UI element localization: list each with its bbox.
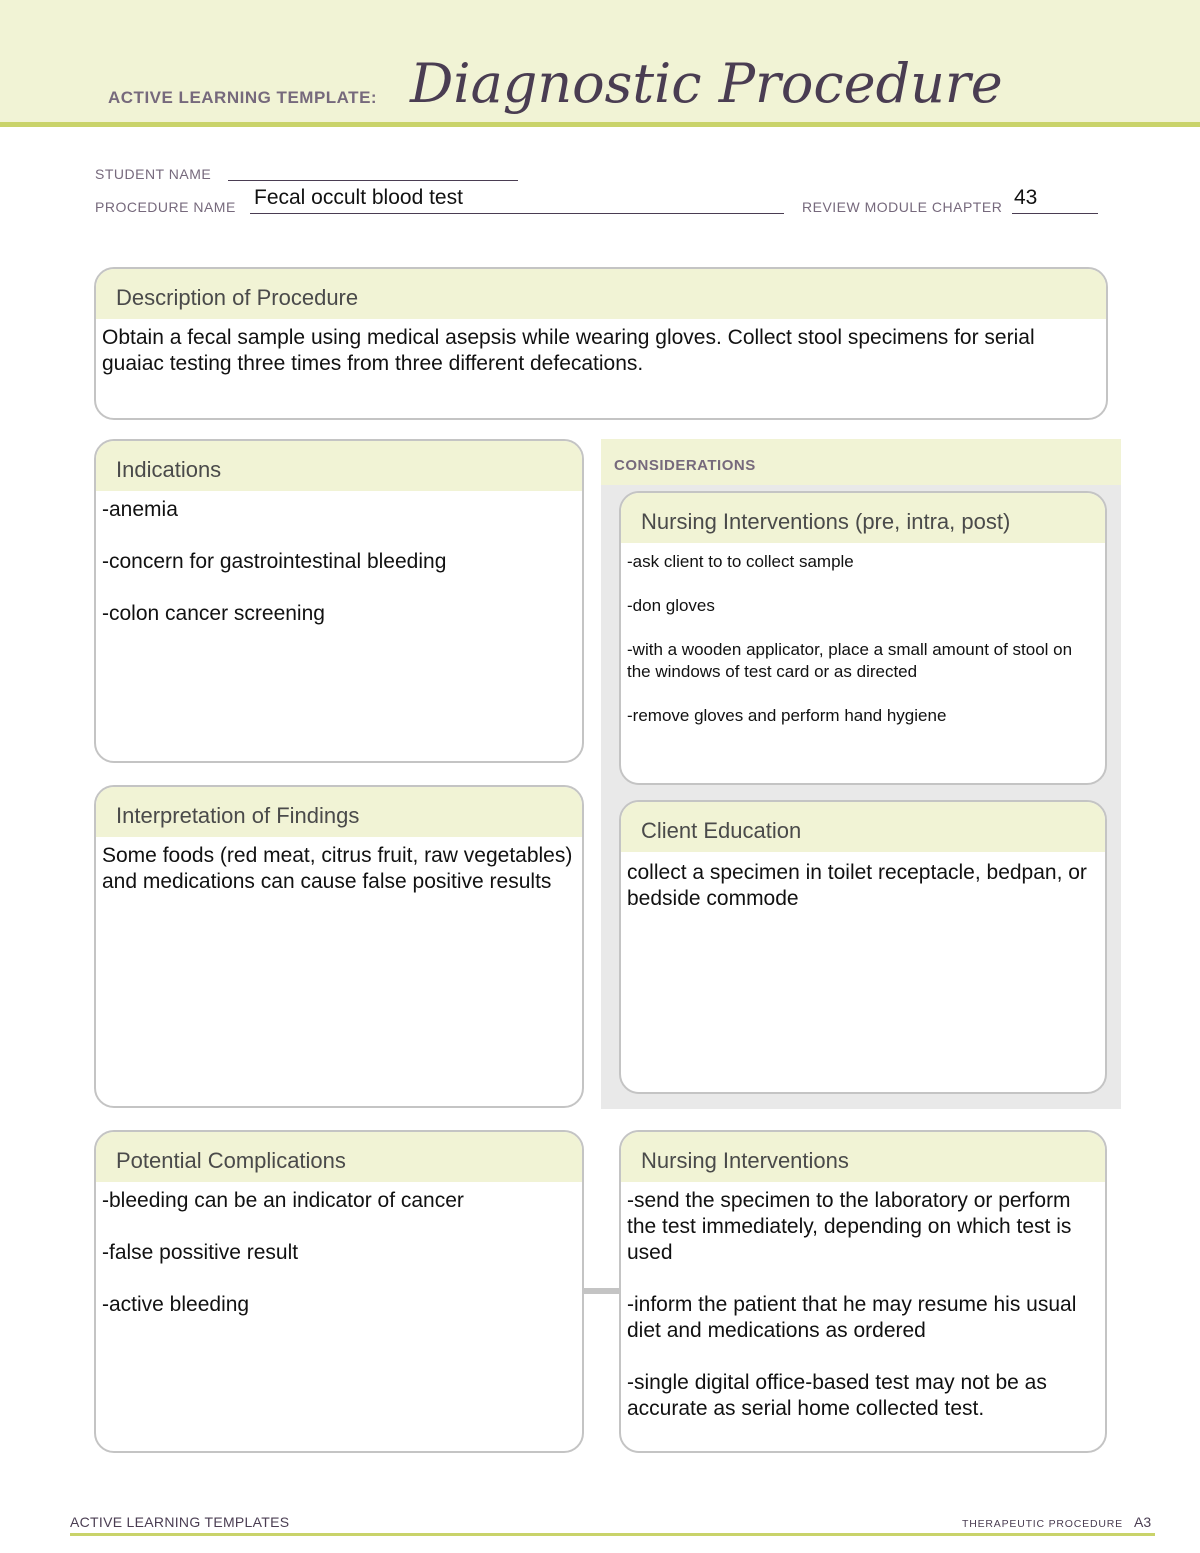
- indications-card: [94, 439, 584, 763]
- client-education-body[interactable]: [621, 852, 1105, 912]
- list-item: -colon cancer screening: [102, 602, 325, 625]
- description-body[interactable]: [96, 319, 1106, 377]
- list-item: -send the specimen to the laboratory or perform the test immediately, depending on which test is used: [627, 1189, 1072, 1264]
- header-rule: [0, 122, 1200, 127]
- nursing-interventions-pip-card: [619, 491, 1107, 785]
- procedure-name-label: PROCEDURE NAME: [95, 199, 236, 215]
- interpretation-body[interactable]: [96, 837, 582, 895]
- footer-rule: [70, 1533, 1155, 1536]
- list-item: -with a wooden applicator, place a small amount of stool on the windows of test card or as directed: [627, 640, 1073, 681]
- list-item: -single digital office-based test may not be as accurate as serial home collected test.: [627, 1371, 1047, 1420]
- list-item: -anemia: [102, 498, 178, 521]
- complications-body[interactable]: [96, 1182, 582, 1318]
- list-item: -don gloves: [627, 596, 715, 615]
- considerations-title: CONSIDERATIONS: [601, 439, 1121, 485]
- list-item: -bleeding can be an indicator of cancer: [102, 1189, 464, 1212]
- interpretation-text: Some foods (red meat, citrus fruit, raw vegetables) and medications can cause false positive results: [102, 844, 573, 893]
- list-item: -false possitive result: [102, 1241, 299, 1264]
- nursing-interventions-pip-body[interactable]: [621, 543, 1105, 727]
- complications-card: [94, 1130, 584, 1453]
- student-name-field[interactable]: [228, 180, 518, 181]
- client-education-title: Client Education: [621, 802, 1105, 852]
- indications-body[interactable]: [96, 491, 582, 627]
- list-item: -remove gloves and perform hand hygiene: [627, 706, 947, 725]
- interpretation-card: [94, 785, 584, 1108]
- template-title: Diagnostic Procedure: [410, 52, 1003, 115]
- client-education-text: collect a specimen in toilet receptacle, bedpan, or bedside commode: [627, 861, 1087, 910]
- description-card: [94, 267, 1108, 420]
- list-item: -concern for gastrointestinal bleeding: [102, 550, 447, 573]
- client-education-card: [619, 800, 1107, 1094]
- complications-title: Potential Complications: [96, 1132, 582, 1182]
- nursing-interventions-pip-title: Nursing Interventions (pre, intra, post): [621, 493, 1105, 543]
- description-text: Obtain a fecal sample using medical asepsis while wearing gloves. Collect stool specimens for serial guaiac testing three times from three different defecations.: [102, 326, 1035, 375]
- description-title: Description of Procedure: [96, 269, 1106, 319]
- template-label: ACTIVE LEARNING TEMPLATE:: [108, 88, 378, 107]
- procedure-name-value: Fecal occult blood test: [254, 186, 463, 209]
- procedure-name-field[interactable]: [250, 213, 784, 214]
- review-module-field[interactable]: [1012, 213, 1098, 214]
- nursing-interventions-body[interactable]: [621, 1182, 1105, 1422]
- nursing-interventions-card: [619, 1130, 1107, 1453]
- footer-left: ACTIVE LEARNING TEMPLATES: [70, 1514, 290, 1530]
- indications-title: Indications: [96, 441, 582, 491]
- interpretation-title: Interpretation of Findings: [96, 787, 582, 837]
- student-name-label: STUDENT NAME: [95, 166, 212, 182]
- nursing-interventions-title: Nursing Interventions: [621, 1132, 1105, 1182]
- review-module-label: REVIEW MODULE CHAPTER: [802, 199, 1003, 215]
- review-module-value: 43: [1014, 186, 1038, 209]
- list-item: -inform the patient that he may resume his usual diet and medications as ordered: [627, 1293, 1077, 1342]
- page-number: A3: [1134, 1514, 1152, 1530]
- list-item: -ask client to to collect sample: [627, 552, 854, 571]
- connector-bar: [583, 1288, 621, 1294]
- footer-right: THERAPEUTIC PROCEDURE: [962, 1518, 1123, 1530]
- list-item: -active bleeding: [102, 1293, 250, 1316]
